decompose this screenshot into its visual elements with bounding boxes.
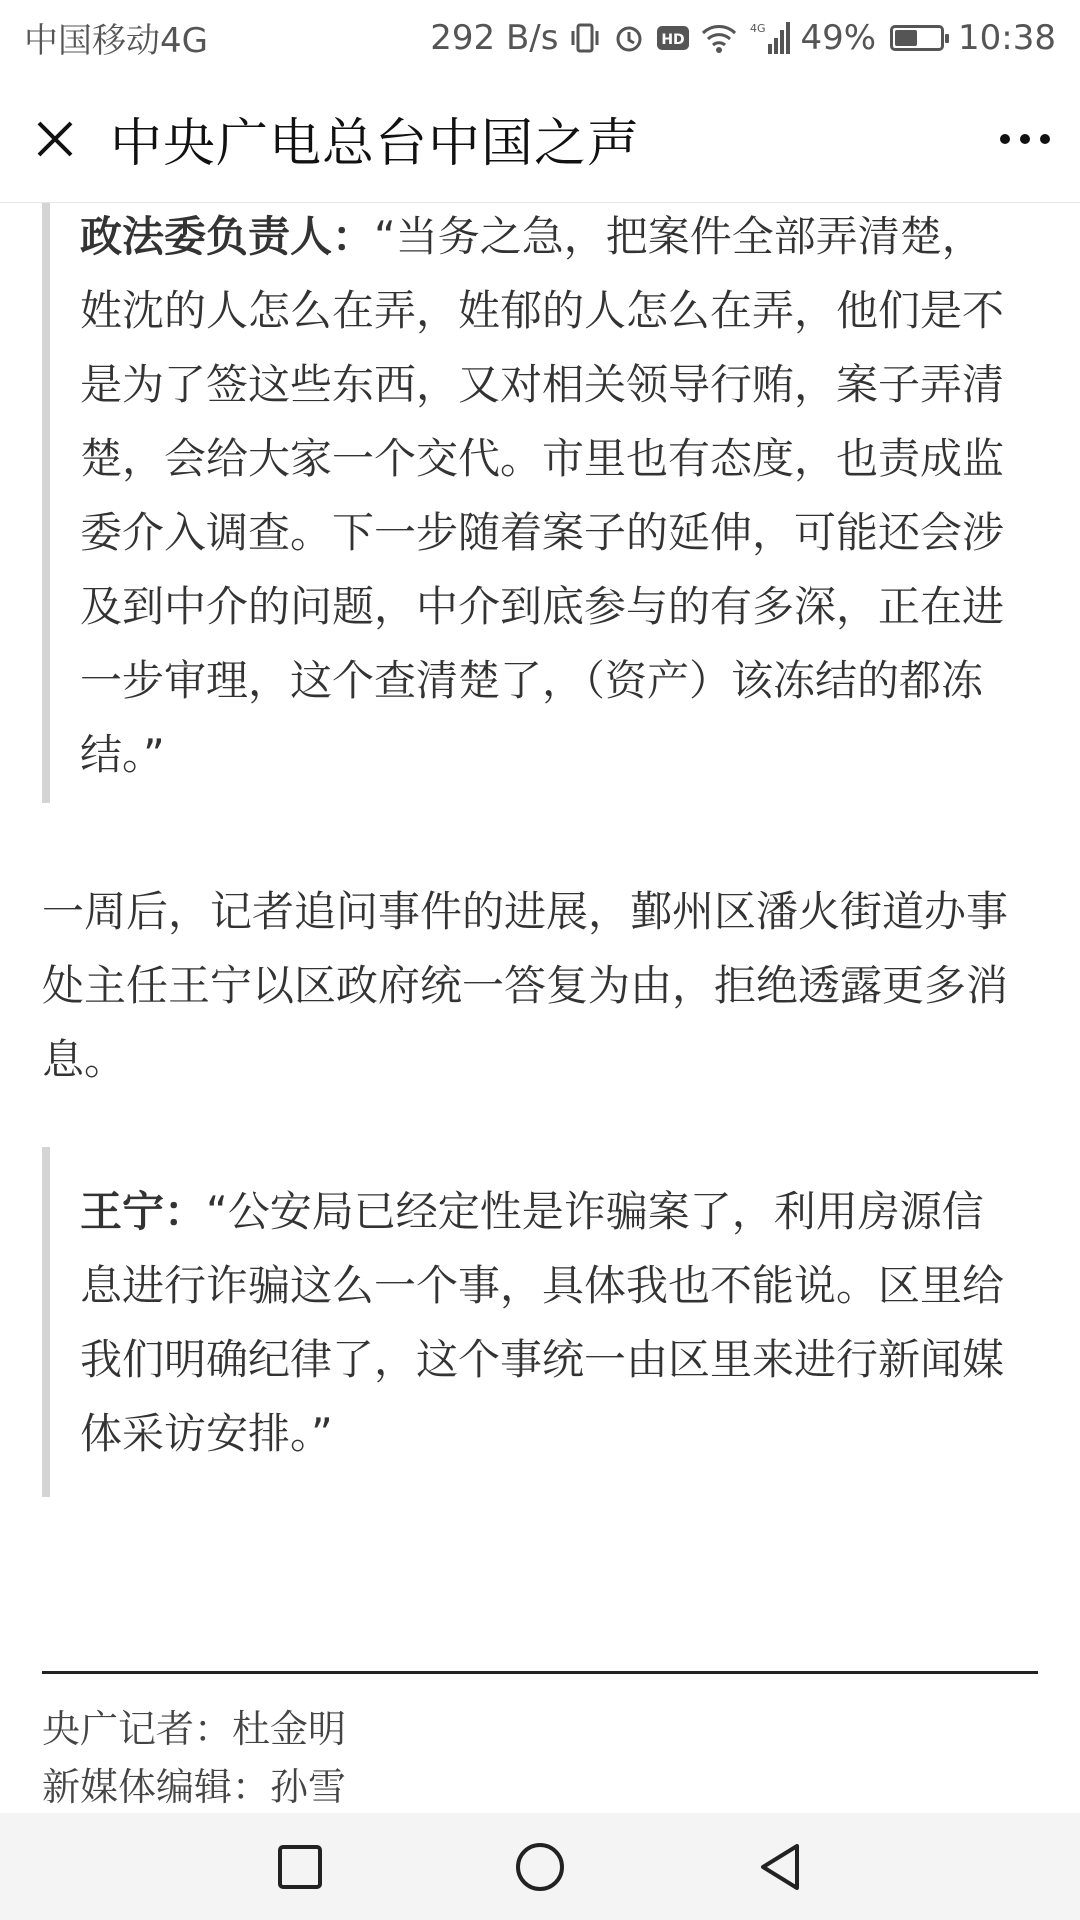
paragraph-text: 一周后，记者追问事件的进展，鄞州区潘火街道办事处主任王宁以区政府统一答复为由，拒绝透露更多消息。 [42,887,1009,1084]
svg-text:4G: 4G [750,21,766,35]
triangle-back-icon [755,1840,805,1894]
back-button[interactable] [735,1822,825,1912]
wifi-icon [700,21,738,55]
home-button[interactable] [495,1822,585,1912]
blockquote-wangning [42,1147,1038,1497]
clock: 10:38 [958,17,1056,58]
quote-body: “公安局已经定性是诈骗案了，利用房源信息进行诈骗这么一个事，具体我也不能说。区里给我们明确纪律了，这个事统一由区里来进行新闻媒体采访安排。” [80,1187,1005,1458]
carrier-label: 中国移动4G [24,21,208,61]
close-button[interactable] [0,75,110,203]
article-content [0,203,1080,1813]
svg-text:HD: HD [661,31,686,48]
recents-button[interactable] [255,1822,345,1912]
more-button[interactable] [970,75,1080,203]
system-nav-bar [0,1813,1080,1920]
vibrate-icon [568,21,602,55]
article-paragraph [42,875,1042,1097]
quote-speaker: 王宁： [80,1187,207,1236]
quote-speaker: 政法委负责人： [80,212,375,261]
circle-icon [513,1840,567,1894]
quote-wangning-text [80,1175,1018,1471]
square-icon [275,1842,325,1892]
divider [42,1671,1038,1674]
editor-credit: 新媒体编辑：孙雪 [42,1765,347,1809]
hd-icon [656,23,690,53]
reporter-credit: 央广记者：杜金明 [42,1707,347,1751]
status-icons [430,18,1056,58]
battery-icon [890,25,944,51]
more-icon [997,132,1053,146]
close-icon [33,117,77,161]
blockquote-official [42,203,1038,803]
battery-percent: 49% [800,17,877,58]
alarm-icon [612,21,646,55]
signal-icon [748,20,790,56]
quote-body: “当务之急，把案件全部弄清楚，姓沈的人怎么在弄，姓郁的人怎么在弄，他们是不是为了签这些东西，又对相关领导行贿，案子弄清楚，会给大家一个交代。市里也有态度，也责成监委介入调查。下一步随着案子的延伸，可能还会涉及到中介的问题，中介到底参与的有多深，正在进一步审理，这个查清楚了，（资产）该冻结的都冻结。” [80,212,1005,779]
status-bar [0,0,1080,75]
quote-official-text [80,203,1018,792]
nav-bar [0,75,1080,203]
network-speed: 292 B/s [430,17,559,58]
page-title: 中央广电总台中国之声 [110,114,641,174]
